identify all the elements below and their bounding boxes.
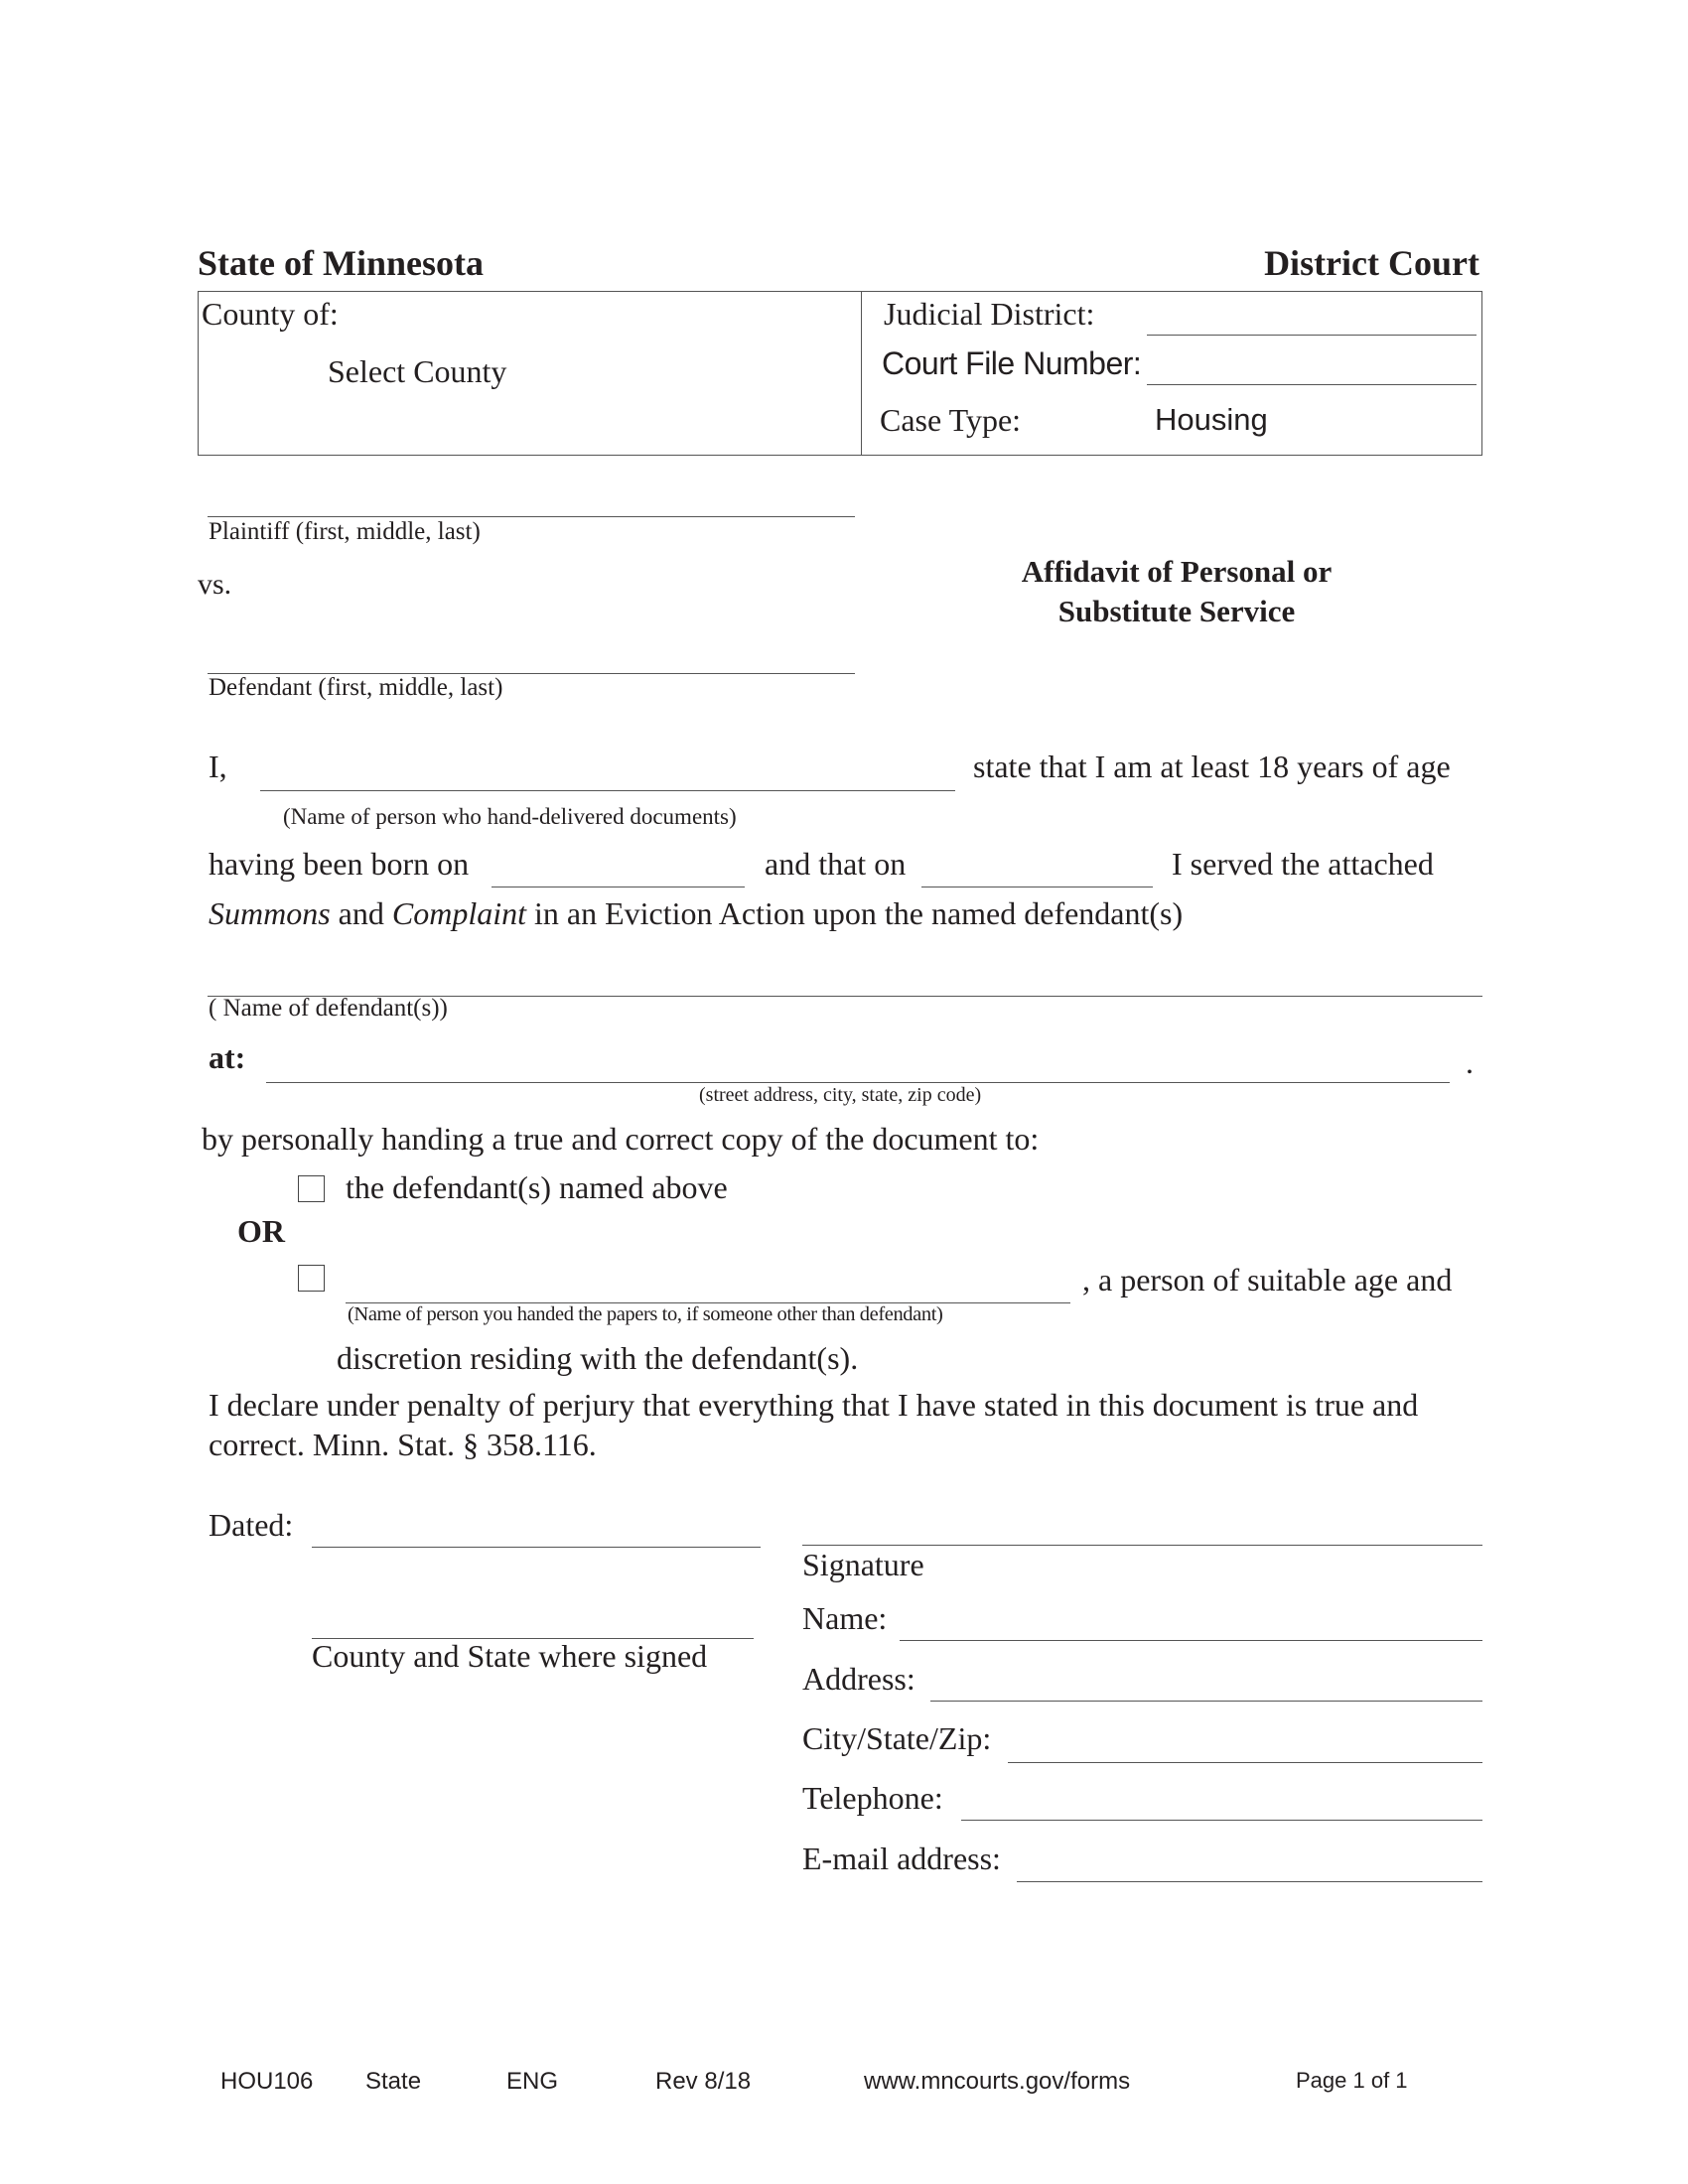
judicial-district-label: Judicial District: [884, 296, 1095, 332]
defendant-label: Defendant (first, middle, last) [209, 674, 503, 701]
email-field[interactable] [1017, 1881, 1482, 1882]
suitable-age-text: , a person of suitable age and [1082, 1262, 1453, 1297]
plaintiff-label: Plaintiff (first, middle, last) [209, 518, 481, 545]
court-file-number-field[interactable] [1147, 384, 1477, 385]
judicial-district-field[interactable] [1147, 335, 1477, 336]
declaration-line1: I declare under penalty of perjury that everything that I have stated in this document is true and [209, 1387, 1419, 1423]
county-state-label: County and State where signed [312, 1638, 708, 1674]
eviction-text: in an Eviction Action upon the named defendant(s) [534, 895, 1184, 931]
dated-label: Dated: [209, 1507, 294, 1543]
footer-revision: Rev 8/18 [655, 2068, 752, 2095]
email-label: E-mail address: [802, 1841, 1001, 1876]
case-type-label: Case Type: [880, 402, 1022, 438]
footer-url[interactable]: www.mncourts.gov/forms [864, 2068, 1131, 2095]
eviction-sentence [209, 895, 1183, 932]
defendant-checkbox[interactable] [298, 1175, 325, 1202]
substitute-checkbox[interactable] [298, 1265, 325, 1292]
plaintiff-field[interactable] [208, 516, 855, 517]
address-field[interactable] [930, 1701, 1482, 1702]
footer-language: ENG [506, 2068, 559, 2095]
signature-field[interactable] [802, 1545, 1482, 1546]
county-label: County of: [202, 296, 339, 332]
address-period: . [1466, 1044, 1474, 1080]
footer-jurisdiction: State [365, 2068, 422, 2095]
and-that-on-text: and that on [765, 846, 907, 882]
server-name-caption: (Name of person who hand-delivered documents) [283, 804, 737, 829]
substitute-name-caption: (Name of person you handed the papers to, if someone other than defendant) [348, 1303, 943, 1325]
footer-page: Page 1 of 1 [1296, 2068, 1408, 2093]
defendant-names-caption: ( Name of defendant(s)) [209, 995, 448, 1022]
county-select[interactable]: Select County [328, 353, 507, 389]
or-label: OR [237, 1213, 285, 1249]
server-name-field[interactable] [260, 790, 955, 791]
at-label: at: [209, 1039, 246, 1075]
footer-form-code: HOU106 [220, 2068, 314, 2095]
served-attached-text: I served the attached [1172, 846, 1434, 882]
dated-field[interactable] [312, 1547, 761, 1548]
service-address-field[interactable] [266, 1082, 1450, 1083]
court-file-number-label: Court File Number: [882, 345, 1142, 381]
case-type-value: Housing [1155, 402, 1268, 437]
court-heading: District Court [1264, 243, 1479, 283]
complaint-term: Complaint [391, 895, 526, 931]
telephone-field[interactable] [961, 1820, 1482, 1821]
address-label: Address: [802, 1661, 915, 1697]
city-state-zip-field[interactable] [1008, 1762, 1482, 1763]
address-caption: (street address, city, state, zip code) [699, 1084, 982, 1106]
name-field[interactable] [900, 1640, 1482, 1641]
declaration-line2: correct. Minn. Stat. § 358.116. [209, 1427, 597, 1462]
discretion-text: discretion residing with the defendant(s). [337, 1340, 859, 1376]
caption-divider [861, 291, 862, 456]
signature-label: Signature [802, 1547, 924, 1582]
form-title-line1: Affidavit of Personal or [1021, 554, 1333, 589]
summons-term: Summons [209, 895, 331, 931]
and-word: and [338, 895, 384, 931]
form-title-line2: Substitute Service [1057, 594, 1296, 628]
defendant-option-label: the defendant(s) named above [346, 1169, 728, 1205]
vs-label: vs. [198, 568, 232, 601]
telephone-label: Telephone: [802, 1780, 943, 1816]
i-prefix: I, [209, 749, 227, 784]
state-age-text: state that I am at least 18 years of age [973, 749, 1451, 784]
handing-text: by personally handing a true and correct copy of the document to: [202, 1121, 1040, 1157]
born-on-text: having been born on [209, 846, 470, 882]
name-label: Name: [802, 1600, 888, 1636]
city-state-zip-label: City/State/Zip: [802, 1720, 992, 1756]
state-heading: State of Minnesota [198, 243, 484, 283]
